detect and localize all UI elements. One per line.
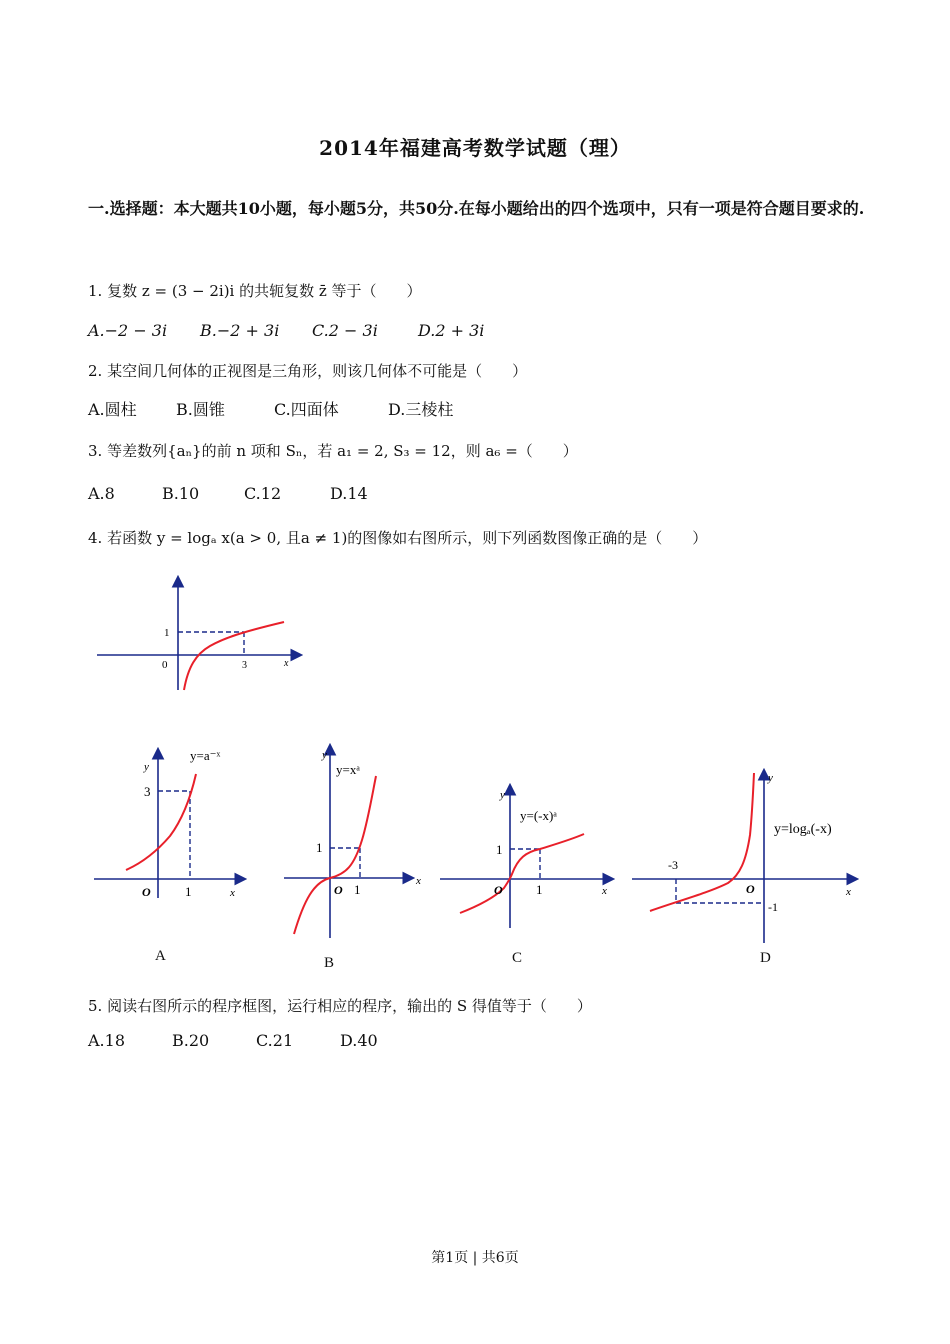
x-label: x bbox=[284, 658, 289, 669]
func-label: y=a⁻ˣ bbox=[190, 748, 221, 763]
main-log-graph bbox=[92, 572, 312, 692]
tick-y: 1 bbox=[316, 840, 323, 855]
tick-x: -3 bbox=[668, 858, 678, 872]
option-a: A.圆柱 bbox=[88, 400, 137, 419]
option-c: C.四面体 bbox=[274, 400, 339, 419]
option-d: D.40 bbox=[340, 1031, 378, 1050]
option-d: D.三棱柱 bbox=[388, 400, 454, 419]
tick-3: 3 bbox=[242, 660, 247, 671]
tick-x: 1 bbox=[354, 882, 361, 897]
origin-label: O bbox=[142, 885, 151, 899]
graph-a bbox=[92, 740, 252, 900]
origin-label: O bbox=[494, 883, 503, 897]
graph-b bbox=[282, 740, 432, 940]
question-2-options bbox=[88, 397, 453, 420]
func-label: y=xᵃ bbox=[336, 762, 360, 777]
option-a: A.18 bbox=[88, 1031, 125, 1050]
x-label: x bbox=[416, 875, 421, 887]
question-3-options bbox=[88, 484, 368, 503]
y-label: y bbox=[322, 749, 327, 761]
page-footer: 第1页 | 共6页 bbox=[431, 1250, 519, 1266]
option-c: C.12 bbox=[244, 484, 282, 503]
option-b: B.−2 + 3i bbox=[200, 321, 280, 340]
caption-d: D bbox=[760, 950, 771, 966]
question-1-stem: 1. 复数 z = (3 − 2i)i 的共轭复数 z̄ 等于（ ） bbox=[88, 282, 422, 300]
question-1-options bbox=[88, 321, 484, 340]
origin-label: O bbox=[334, 883, 343, 897]
option-c: C.2 − 3i bbox=[312, 321, 378, 340]
graph-d bbox=[628, 765, 868, 945]
option-d: D.14 bbox=[330, 484, 368, 503]
section-header: 一.选择题：本大题共10小题，每小题5分，共50分.在每小题给出的四个选项中，只有一项是符合题目要求的. bbox=[88, 199, 865, 218]
curve bbox=[126, 774, 196, 870]
tick-y: -1 bbox=[768, 900, 778, 914]
option-d: D.2 + 3i bbox=[418, 321, 485, 340]
x-label: x bbox=[230, 887, 235, 899]
origin-label: 0 bbox=[162, 659, 168, 671]
tick-x: 1 bbox=[536, 882, 543, 897]
tick-1: 1 bbox=[164, 627, 170, 639]
origin-label: O bbox=[746, 882, 755, 896]
option-b: B.圆锥 bbox=[176, 400, 225, 419]
y-label: y bbox=[144, 761, 149, 773]
option-c: C.21 bbox=[256, 1031, 294, 1050]
func-label: y=(-x)ᵃ bbox=[520, 808, 557, 823]
tick-y: 3 bbox=[144, 784, 151, 799]
curve bbox=[294, 776, 376, 934]
caption-c: C bbox=[512, 950, 523, 966]
tick-x: 1 bbox=[185, 884, 192, 899]
caption-b: B bbox=[324, 955, 335, 971]
option-a: A.−2 − 3i bbox=[88, 321, 168, 340]
question-5-stem: 5. 阅读右图所示的程序框图，运行相应的程序，输出的 S 得值等于（ ） bbox=[88, 997, 592, 1015]
question-2-stem: 2. 某空间几何体的正视图是三角形，则该几何体不可能是（ ） bbox=[88, 362, 528, 380]
x-label: x bbox=[846, 886, 851, 898]
option-b: B.10 bbox=[162, 484, 200, 503]
graph-c bbox=[438, 780, 618, 930]
option-a: A.8 bbox=[88, 484, 115, 503]
curve bbox=[460, 834, 584, 913]
tick-y: 1 bbox=[496, 842, 503, 857]
x-label: x bbox=[602, 885, 607, 897]
func-label: y=logₐ(-x) bbox=[774, 822, 832, 837]
option-b: B.20 bbox=[172, 1031, 210, 1050]
caption-a: A bbox=[155, 948, 166, 964]
page-title: 2014年福建高考数学试题（理） bbox=[319, 136, 631, 160]
question-4-stem: 4. 若函数 y = logₐ x(a > 0, 且a ≠ 1)的图像如右图所示，则下列函数图像正确的是（ ） bbox=[88, 529, 708, 547]
y-label: y bbox=[500, 789, 505, 801]
curve bbox=[650, 773, 754, 911]
y-label: y bbox=[768, 772, 773, 784]
question-3-stem: 3. 等差数列{aₙ}的前 n 项和 Sₙ，若 a₁ = 2, S₃ = 12，则 a₆ =（ ） bbox=[88, 442, 578, 460]
question-5-options bbox=[88, 1031, 378, 1050]
